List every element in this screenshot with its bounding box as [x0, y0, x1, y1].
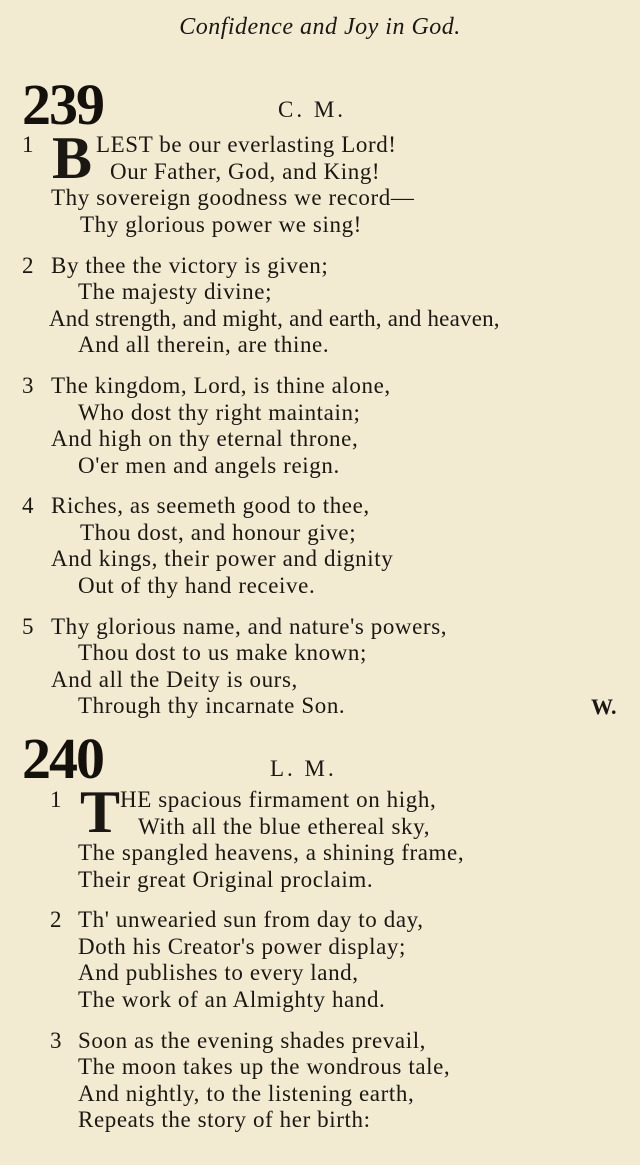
hymn-meter: L. M.	[270, 756, 337, 781]
drop-cap: B	[52, 125, 93, 191]
hymn-number: 239	[22, 72, 103, 137]
hymn-line: And kings, their power and dignity	[51, 546, 394, 571]
hymn-line: And high on thy eternal throne,	[51, 426, 359, 451]
hymn-line: O'er men and angels reign.	[78, 453, 340, 478]
verse-number: 3	[22, 373, 34, 398]
verse-number: 1	[22, 132, 34, 157]
hymn-line: The spangled heavens, a shining frame,	[78, 840, 465, 865]
hymn-line: Soon as the evening shades prevail,	[78, 1028, 427, 1053]
hymn-line: Th' unwearied sun from day to day,	[78, 907, 424, 932]
hymn-line: Thy sovereign goodness we record—	[51, 185, 415, 210]
hymn-line: Doth his Creator's power display;	[78, 934, 407, 959]
hymn-line: Who dost thy right maintain;	[78, 400, 361, 425]
hymn-line: Thy glorious name, and nature's powers,	[51, 614, 448, 639]
hymn-line: Thou dost to us make known;	[78, 640, 367, 665]
hymn-line: With all the blue ethereal sky,	[138, 814, 431, 839]
hymn-line: By thee the victory is given;	[51, 253, 329, 278]
hymn-line: And all the Deity is ours,	[51, 667, 298, 692]
hymn-line: And publishes to every land,	[78, 960, 359, 985]
hymn-line: Through thy incarnate Son.	[78, 693, 346, 718]
verse-number: 1	[50, 787, 62, 812]
hymn-line: And nightly, to the listening earth,	[78, 1081, 415, 1106]
author-attribution: W.	[591, 694, 617, 719]
hymn-line: And strength, and might, and earth, and heaven,	[49, 306, 500, 331]
hymn-line: Riches, as seemeth good to thee,	[51, 493, 370, 518]
verse-number: 2	[22, 253, 34, 278]
hymn-line: The work of an Almighty hand.	[78, 987, 386, 1012]
verse-number: 5	[22, 614, 34, 639]
drop-cap: T	[80, 779, 121, 845]
hymn-line: The moon takes up the wondrous tale,	[78, 1054, 451, 1079]
hymn-line: Thy glorious power we sing!	[80, 212, 362, 237]
hymn-line: The kingdom, Lord, is thine alone,	[51, 373, 391, 398]
hymn-line: Their great Original proclaim.	[78, 867, 374, 892]
verse-number: 3	[50, 1028, 62, 1053]
hymn-line: Thou dost, and honour give;	[80, 520, 357, 545]
hymn-line: The majesty divine;	[78, 279, 273, 304]
hymn-line: Repeats the story of her birth:	[78, 1107, 371, 1132]
hymn-number: 240	[22, 726, 103, 791]
hymn-line: LEST be our everlasting Lord!	[96, 132, 397, 157]
verse-number: 2	[50, 907, 62, 932]
hymn-line: Out of thy hand receive.	[78, 573, 316, 598]
running-head: Confidence and Joy in God.	[179, 14, 461, 40]
hymn-meter: C. M.	[278, 97, 347, 122]
verse-number: 4	[22, 493, 34, 518]
hymn-line: Our Father, God, and King!	[110, 159, 381, 184]
hymn-line: HE spacious firmament on high,	[120, 787, 437, 812]
hymn-line: And all therein, are thine.	[78, 332, 330, 357]
